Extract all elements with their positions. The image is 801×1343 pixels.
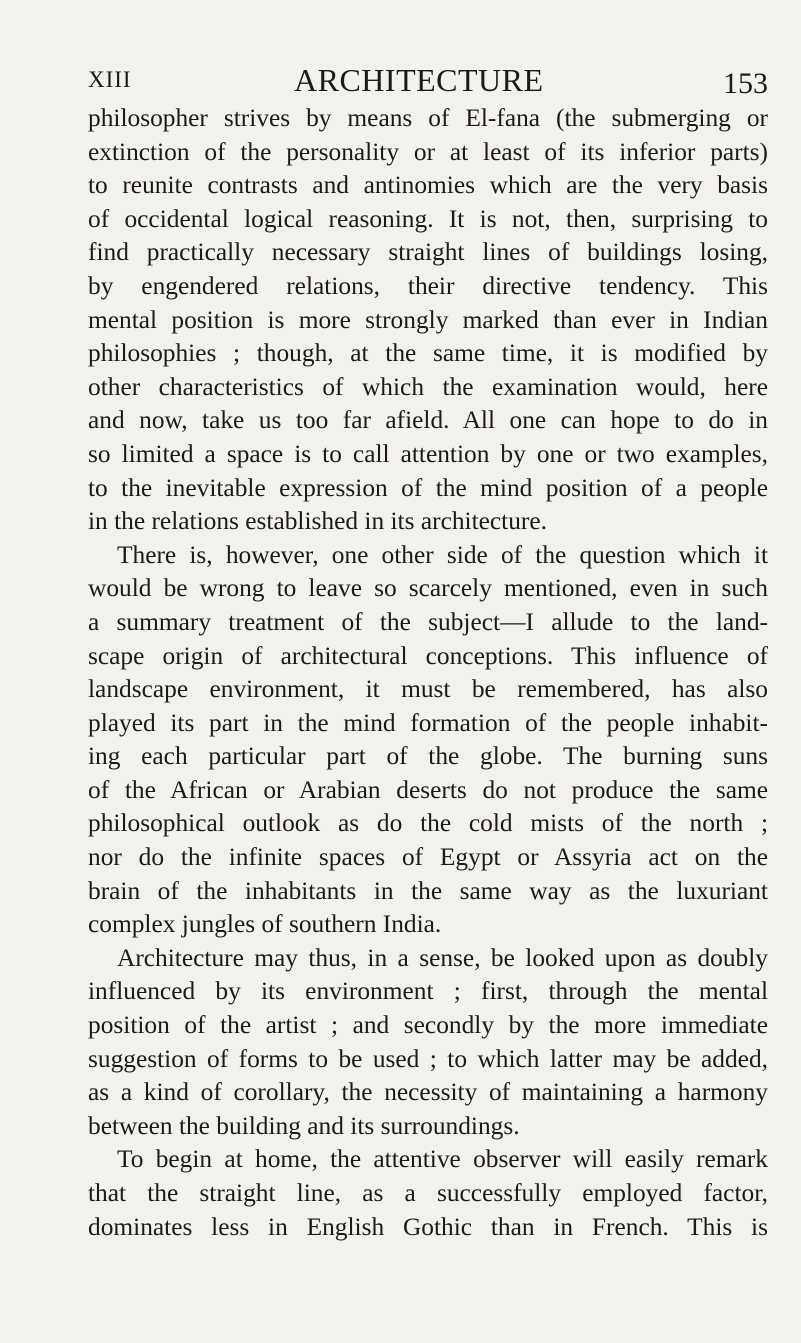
page-number: 153 bbox=[723, 67, 768, 100]
paragraph-end-line: complex jungles of southern India. bbox=[88, 910, 442, 939]
text-line: ing each particular part of the globe. The burning suns bbox=[88, 742, 768, 771]
text-line: landscape environment, it must be remembered, has also bbox=[88, 675, 768, 704]
text-line: that the straight line, as a successfully employed factor, bbox=[88, 1179, 768, 1207]
text-line: to reunite contrasts and antinomies which are the very basis bbox=[88, 171, 768, 200]
text-line: find practically necessary straight lines of buildings losing, bbox=[88, 238, 768, 267]
paragraph-start-line: Architecture may thus, in a sense, be looked upon as doubly bbox=[117, 943, 768, 972]
text-line: mental position is more strongly marked than ever in Indian bbox=[88, 305, 768, 334]
text-line: nor do the infinite spaces of Egypt or Assyria act on the bbox=[88, 843, 768, 872]
chapter-numeral: XIII bbox=[88, 67, 132, 92]
text-line: by engendered relations, their directive tendency. This bbox=[88, 271, 768, 300]
text-line: would be wrong to leave so scarcely mentioned, even in such bbox=[88, 574, 768, 603]
text-line: extinction of the personality or at least of its inferior parts) bbox=[88, 137, 768, 166]
running-title: ARCHITECTURE bbox=[294, 62, 544, 98]
text-line: brain of the inhabitants in the same way as the luxuriant bbox=[88, 876, 768, 905]
text-line: philosophies ; though, at the same time, it is modified by bbox=[88, 339, 768, 368]
text-line: a summary treatment of the subject—I allude to the land- bbox=[88, 607, 768, 636]
paragraph-start-line: To begin at home, the attentive observer will easily remark bbox=[117, 1145, 768, 1174]
text-line: of occidental logical reasoning. It is not, then, surprising to bbox=[88, 204, 768, 233]
text-line: influenced by its environment ; first, through the mental bbox=[88, 977, 768, 1006]
paragraph-end-line: between the building and its surroundings. bbox=[88, 1111, 520, 1140]
text-line: dominates less in English Gothic than in French. This is bbox=[88, 1212, 768, 1241]
text-line: so limited a space is to call attention by one or two examples, bbox=[88, 439, 768, 468]
text-line: and now, take us too far afield. All one can hope to do in bbox=[88, 406, 768, 435]
text-line: as a kind of corollary, the necessity of maintaining a harmony bbox=[88, 1078, 768, 1107]
text-line: played its part in the mind formation of the people inhabit- bbox=[88, 708, 768, 737]
text-line: scape origin of architectural conceptions. This influence of bbox=[88, 641, 768, 670]
text-line: position of the artist ; and secondly by the more immediate bbox=[88, 1011, 768, 1040]
text-line: to the inevitable expression of the mind position of a people bbox=[88, 473, 768, 502]
text-line: philosopher strives by means of El-fana (the submerging or bbox=[88, 104, 768, 132]
body-text bbox=[88, 102, 768, 1244]
text-line: philosophical outlook as do the cold mists of the north ; bbox=[88, 809, 768, 838]
running-head bbox=[88, 58, 768, 102]
paragraph-start-line: There is, however, one other side of the question which it bbox=[117, 540, 768, 569]
text-line: suggestion of forms to be used ; to which latter may be added, bbox=[88, 1044, 768, 1073]
text-line: other characteristics of which the examination would, here bbox=[88, 372, 768, 401]
text-line: of the African or Arabian deserts do not produce the same bbox=[88, 775, 768, 804]
paragraph-end-line: in the relations established in its architecture. bbox=[88, 507, 548, 536]
